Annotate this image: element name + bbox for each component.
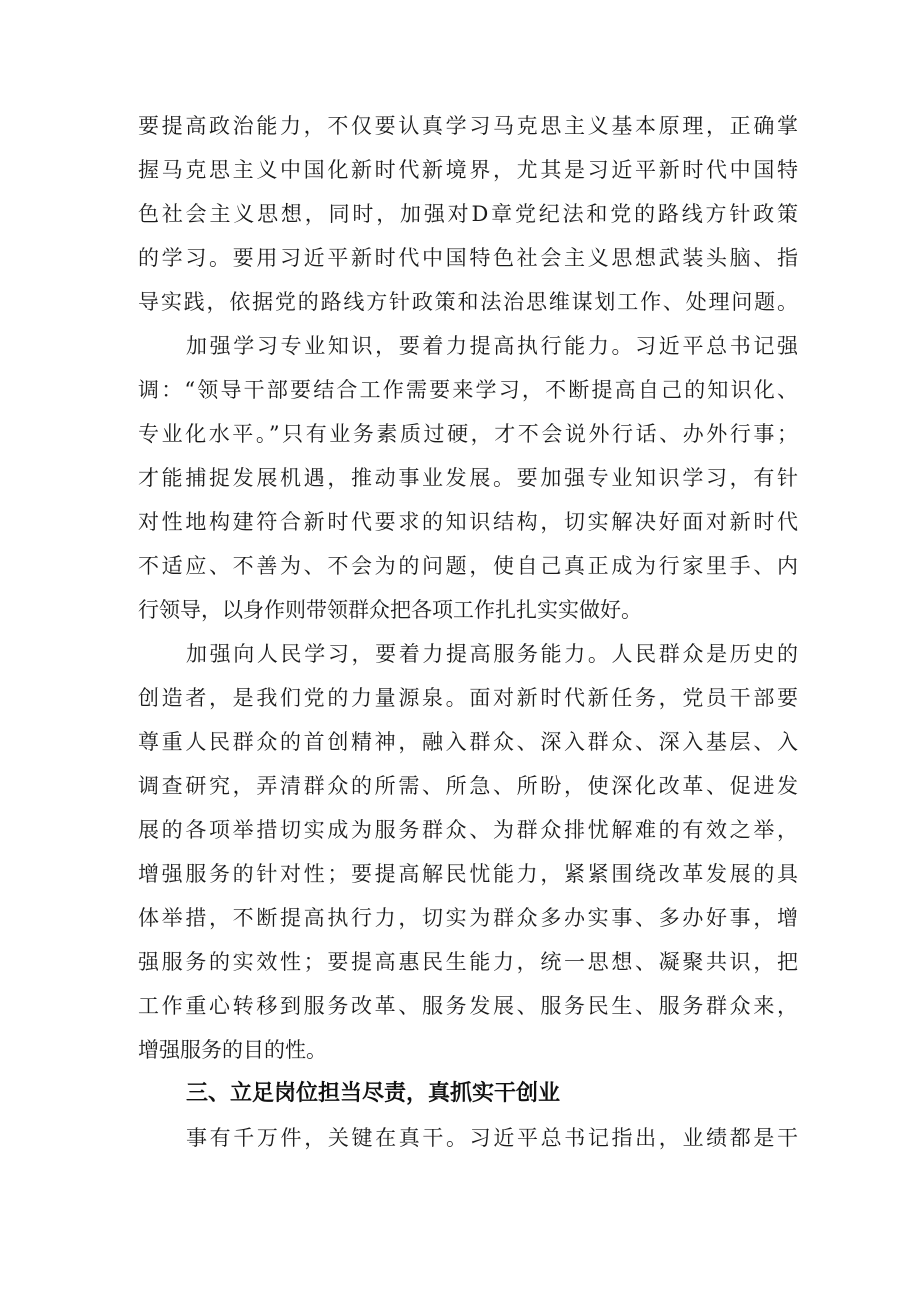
paragraph-line: 的学习。要用习近平新时代中国特色社会主义思想武装头脑、指 bbox=[138, 246, 798, 270]
paragraph-line: 创造者，是我们党的力量源泉。面对新时代新任务，党员干部要 bbox=[138, 686, 798, 710]
paragraph-line: 色社会主义思想，同时，加强对D章党纪法和党的路线方针政策 bbox=[138, 202, 798, 226]
paragraph-line: 行领导，以身作则带领群众把各项工作扎扎实实做好。 bbox=[138, 598, 642, 622]
paragraph-line: 不适应、不善为、不会为的问题，使自己真正成为行家里手、内 bbox=[138, 554, 798, 578]
paragraph-line: 握马克思主义中国化新时代新境界，尤其是习近平新时代中国特 bbox=[138, 158, 798, 182]
paragraph-line: 专业化水平。”只有业务素质过硬，才不会说外行话、办外行事； bbox=[138, 422, 798, 446]
paragraph-line: 体举措，不断提高执行力，切实为群众多办实事、多办好事，增 bbox=[138, 906, 798, 930]
paragraph-line: 增强服务的目的性。 bbox=[138, 1038, 327, 1062]
paragraph-line: 加强学习专业知识，要着力提高执行能力。习近平总书记强 bbox=[186, 334, 798, 358]
paragraph-line: 尊重人民群众的首创精神，融入群众、深入群众、深入基层、入 bbox=[138, 730, 798, 754]
paragraph-line: 加强向人民学习，要着力提高服务能力。人民群众是历史的 bbox=[186, 642, 798, 666]
paragraph-line: 调查研究，弄清群众的所需、所急、所盼，使深化改革、促进发 bbox=[138, 774, 798, 798]
paragraph-line: 要提高政治能力，不仅要认真学习马克思主义基本原理，正确掌 bbox=[138, 114, 798, 138]
paragraph-line: 强服务的实效性；要提高惠民生能力，统一思想、凝聚共识，把 bbox=[138, 950, 798, 974]
paragraph-line: 展的各项举措切实成为服务群众、为群众排忧解难的有效之举， bbox=[138, 818, 798, 842]
section-heading: 三、立足岗位担当尽责，真抓实干创业 bbox=[186, 1081, 561, 1106]
paragraph-line: 增强服务的针对性；要提高解民忧能力，紧紧围绕改革发展的具 bbox=[138, 862, 798, 886]
paragraph-line: 事有千万件，关键在真干。习近平总书记指出，业绩都是干 bbox=[186, 1126, 798, 1150]
paragraph-line: 才能捕捉发展机遇，推动事业发展。要加强专业知识学习，有针 bbox=[138, 466, 798, 490]
paragraph-line: 调：“领导干部要结合工作需要来学习，不断提高自己的知识化、 bbox=[138, 378, 798, 402]
paragraph-line: 对性地构建符合新时代要求的知识结构，切实解决好面对新时代 bbox=[138, 510, 798, 534]
paragraph-line: 导实践，依据党的路线方针政策和法治思维谋划工作、处理问题。 bbox=[138, 290, 798, 314]
paragraph-line: 工作重心转移到服务改革、服务发展、服务民生、服务群众来， bbox=[138, 994, 798, 1018]
